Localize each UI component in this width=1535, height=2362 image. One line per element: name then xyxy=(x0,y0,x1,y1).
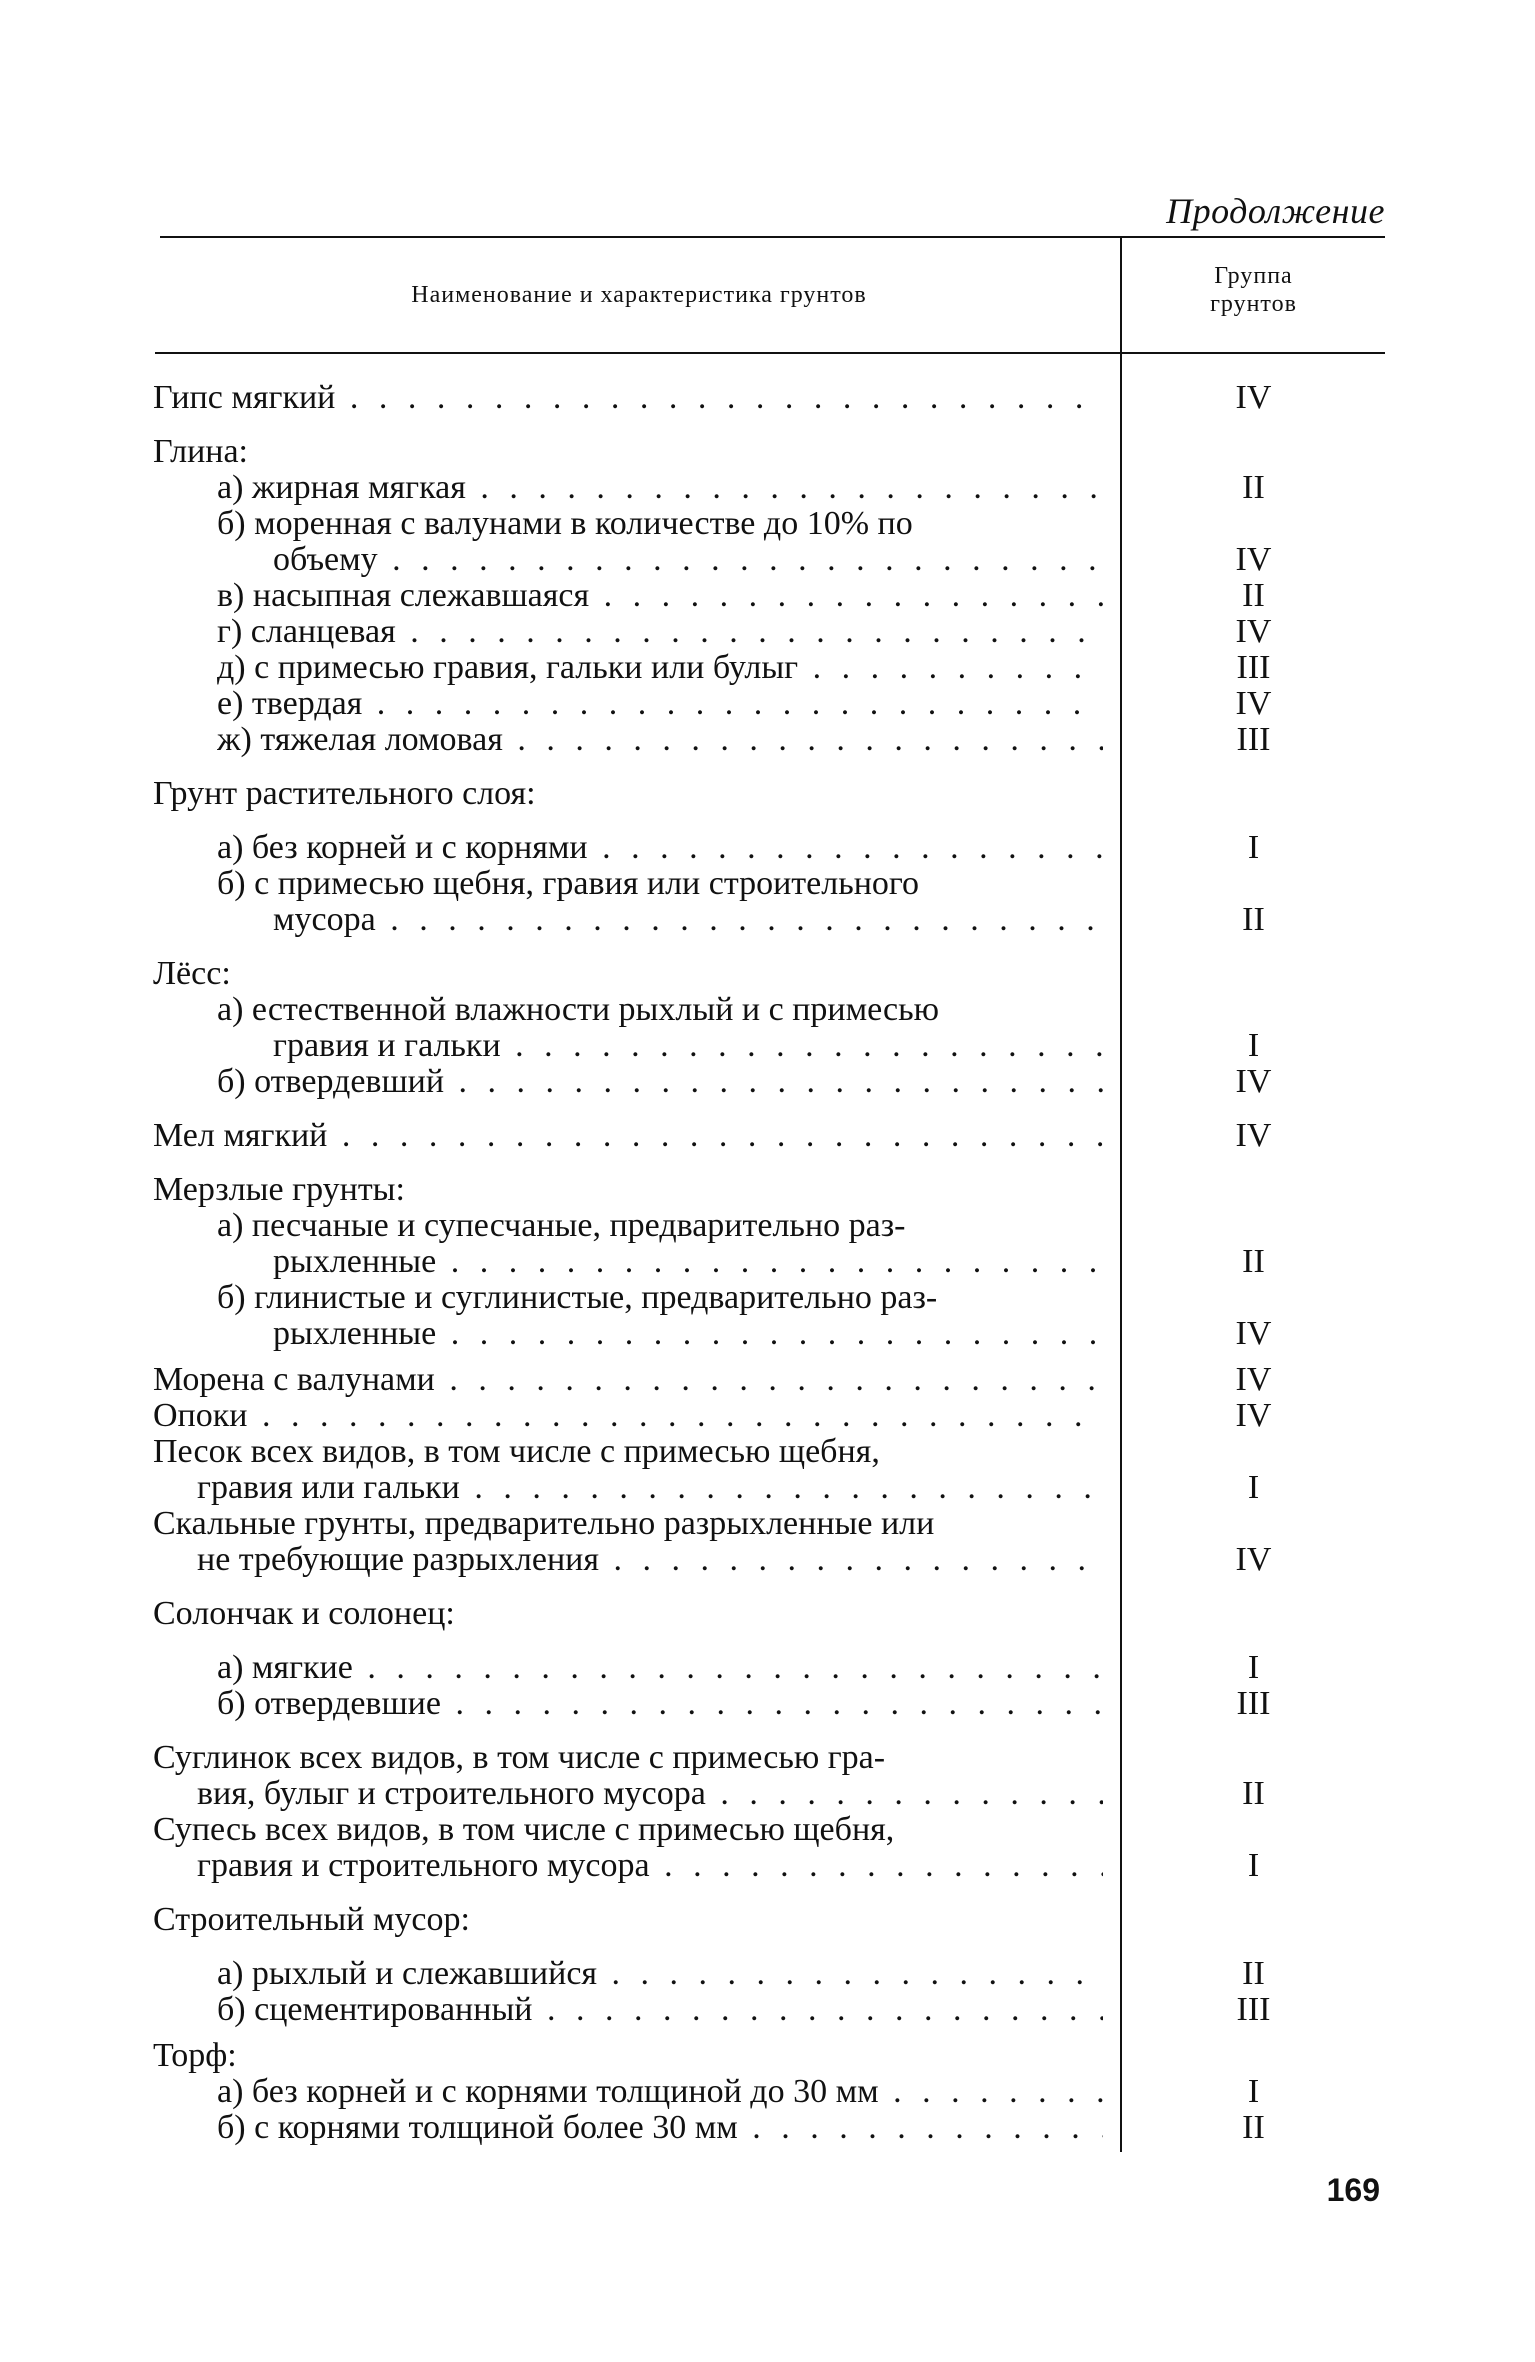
column-header-group-line2: грунтов xyxy=(1210,291,1297,317)
row-name: Супесь всех видов, в том числе с примесью щебня, xyxy=(153,1812,895,1848)
table-header-rule xyxy=(155,352,1385,354)
table-row xyxy=(153,1064,1385,1100)
row-name: Морена с валунами . . . xyxy=(153,1362,1103,1398)
row-name: Лёсс: xyxy=(153,956,231,992)
table-row xyxy=(153,1902,1385,1938)
row-group: II xyxy=(1242,469,1265,506)
table-row xyxy=(153,650,1385,686)
row-group: III xyxy=(1236,1991,1271,2028)
table-row xyxy=(153,1434,1385,1470)
row-name: е) твердая . . . xyxy=(217,686,1103,722)
table-row xyxy=(153,1028,1385,1064)
table-row xyxy=(153,1956,1385,1992)
table-row xyxy=(153,1506,1385,1542)
column-header-group-line1: Группа xyxy=(1214,263,1293,289)
table-top-rule xyxy=(160,236,1385,238)
row-group: IV xyxy=(1235,1541,1272,1578)
row-group: IV xyxy=(1235,541,1272,578)
row-name: б) сцементированный . . . xyxy=(217,1992,1103,2028)
table-row xyxy=(153,2110,1385,2146)
row-name: ж) тяжелая ломовая . . . xyxy=(217,722,1103,758)
table-row xyxy=(153,1208,1385,1244)
row-name: объему . . . xyxy=(273,542,1103,578)
table-row xyxy=(153,1596,1385,1632)
row-name: в) насыпная слежавшаяся . . . xyxy=(217,578,1103,614)
table-row xyxy=(153,542,1385,578)
column-header-name: Наименование и характеристика грунтов xyxy=(411,282,867,308)
table-row xyxy=(153,470,1385,506)
row-name: а) песчаные и супесчаные, предварительно раз- xyxy=(217,1208,906,1244)
table-row xyxy=(153,1470,1385,1506)
row-name: д) с примесью гравия, гальки или булыг . . . xyxy=(217,650,1103,686)
row-name: а) естественной влажности рыхлый и с примесью xyxy=(217,992,940,1028)
table-row xyxy=(153,1776,1385,1812)
table-row xyxy=(153,722,1385,758)
table-row xyxy=(153,1650,1385,1686)
row-group: I xyxy=(1247,829,1260,866)
page-number: 169 xyxy=(1326,2172,1380,2208)
table-row xyxy=(153,1686,1385,1722)
row-name: Строительный мусор: xyxy=(153,1902,470,1938)
table-row xyxy=(153,1118,1385,1154)
row-group: IV xyxy=(1235,1063,1272,1100)
row-name: вия, булыг и строительного мусора . . . xyxy=(197,1776,1103,1812)
row-name: Мерзлые грунты: xyxy=(153,1172,405,1208)
row-name: а) рыхлый и слежавшийся . . . xyxy=(217,1956,1103,1992)
row-group: IV xyxy=(1235,1361,1272,1398)
table-row xyxy=(153,1398,1385,1434)
table-row xyxy=(153,1740,1385,1776)
row-group: IV xyxy=(1235,1397,1272,1434)
row-name: рыхленные . . . xyxy=(273,1244,1103,1280)
row-group: IV xyxy=(1235,613,1272,650)
row-name: мусора . . . xyxy=(273,902,1103,938)
table-row xyxy=(153,614,1385,650)
row-name: б) с примесью щебня, гравия или строительного xyxy=(217,866,920,902)
table-row xyxy=(153,1316,1385,1352)
row-name: Опоки . . . xyxy=(153,1398,1103,1434)
row-name: а) мягкие . . . xyxy=(217,1650,1103,1686)
row-group: I xyxy=(1247,1027,1260,1064)
row-group: I xyxy=(1247,1847,1260,1884)
row-group: IV xyxy=(1235,1315,1272,1352)
row-name: а) жирная мягкая . . . xyxy=(217,470,1103,506)
row-group: III xyxy=(1236,1685,1271,1722)
column-header-group xyxy=(1122,262,1385,318)
table-row xyxy=(153,434,1385,470)
row-group: II xyxy=(1242,2109,1265,2146)
table-row xyxy=(153,956,1385,992)
row-group: III xyxy=(1236,649,1271,686)
row-name: б) с корнями толщиной более 30 мм . . . xyxy=(217,2110,1103,2146)
row-name: б) моренная с валунами в количестве до 10% по xyxy=(217,506,913,542)
row-name: Мел мягкий . . . xyxy=(153,1118,1103,1154)
row-name: а) без корней и с корнями толщиной до 30 мм . . . xyxy=(217,2074,1103,2110)
row-name: не требующие разрыхления . . . xyxy=(197,1542,1103,1578)
row-name: Глина: xyxy=(153,434,248,470)
row-group: I xyxy=(1247,2073,1260,2110)
row-group: II xyxy=(1242,1955,1265,1992)
table-row xyxy=(153,506,1385,542)
row-group: I xyxy=(1247,1649,1260,1686)
row-group: IV xyxy=(1235,685,1272,722)
table-row xyxy=(153,1542,1385,1578)
row-name: Солончак и солонец: xyxy=(153,1596,455,1632)
table-row xyxy=(153,1362,1385,1398)
row-group: II xyxy=(1242,901,1265,938)
table-row xyxy=(153,992,1385,1028)
table-row xyxy=(153,578,1385,614)
row-group: I xyxy=(1247,1469,1260,1506)
table-row xyxy=(153,902,1385,938)
row-group: II xyxy=(1242,1775,1265,1812)
table-row xyxy=(153,830,1385,866)
row-name: Песок всех видов, в том числе с примесью щебня, xyxy=(153,1434,880,1470)
table-row xyxy=(153,1244,1385,1280)
table-row xyxy=(153,1280,1385,1316)
row-group: II xyxy=(1242,1243,1265,1280)
soil-table xyxy=(153,380,1385,2146)
row-name: Гипс мягкий . . . xyxy=(153,380,1103,416)
row-name: б) отвердевшие . . . xyxy=(217,1686,1103,1722)
row-name: а) без корней и с корнями . . . xyxy=(217,830,1103,866)
table-row xyxy=(153,1992,1385,2028)
row-group: IV xyxy=(1235,379,1272,416)
table-row xyxy=(153,866,1385,902)
row-group: II xyxy=(1242,577,1265,614)
table-row xyxy=(153,2074,1385,2110)
row-name: б) отвердевший . . . xyxy=(217,1064,1103,1100)
row-name: гравия и гальки . . . xyxy=(273,1028,1103,1064)
continuation-label: Продолжение xyxy=(1166,191,1385,231)
table-row xyxy=(153,380,1385,416)
row-group: III xyxy=(1236,721,1271,758)
row-name: г) сланцевая . . . xyxy=(217,614,1103,650)
row-name: рыхленные . . . xyxy=(273,1316,1103,1352)
table-row xyxy=(153,776,1385,812)
table-row xyxy=(153,686,1385,722)
row-name: Грунт растительного слоя: xyxy=(153,776,536,812)
table-row xyxy=(153,2038,1385,2074)
row-name: Суглинок всех видов, в том числе с примесью гра- xyxy=(153,1740,886,1776)
table-row xyxy=(153,1812,1385,1848)
table-row xyxy=(153,1172,1385,1208)
row-name: гравия и строительного мусора . . . xyxy=(197,1848,1103,1884)
row-name: б) глинистые и суглинистые, предварительно раз- xyxy=(217,1280,938,1316)
row-name: Торф: xyxy=(153,2038,237,2074)
row-group: IV xyxy=(1235,1117,1272,1154)
table-row xyxy=(153,1848,1385,1884)
row-name: Скальные грунты, предварительно разрыхленные или xyxy=(153,1506,935,1542)
row-name: гравия или гальки . . . xyxy=(197,1470,1103,1506)
